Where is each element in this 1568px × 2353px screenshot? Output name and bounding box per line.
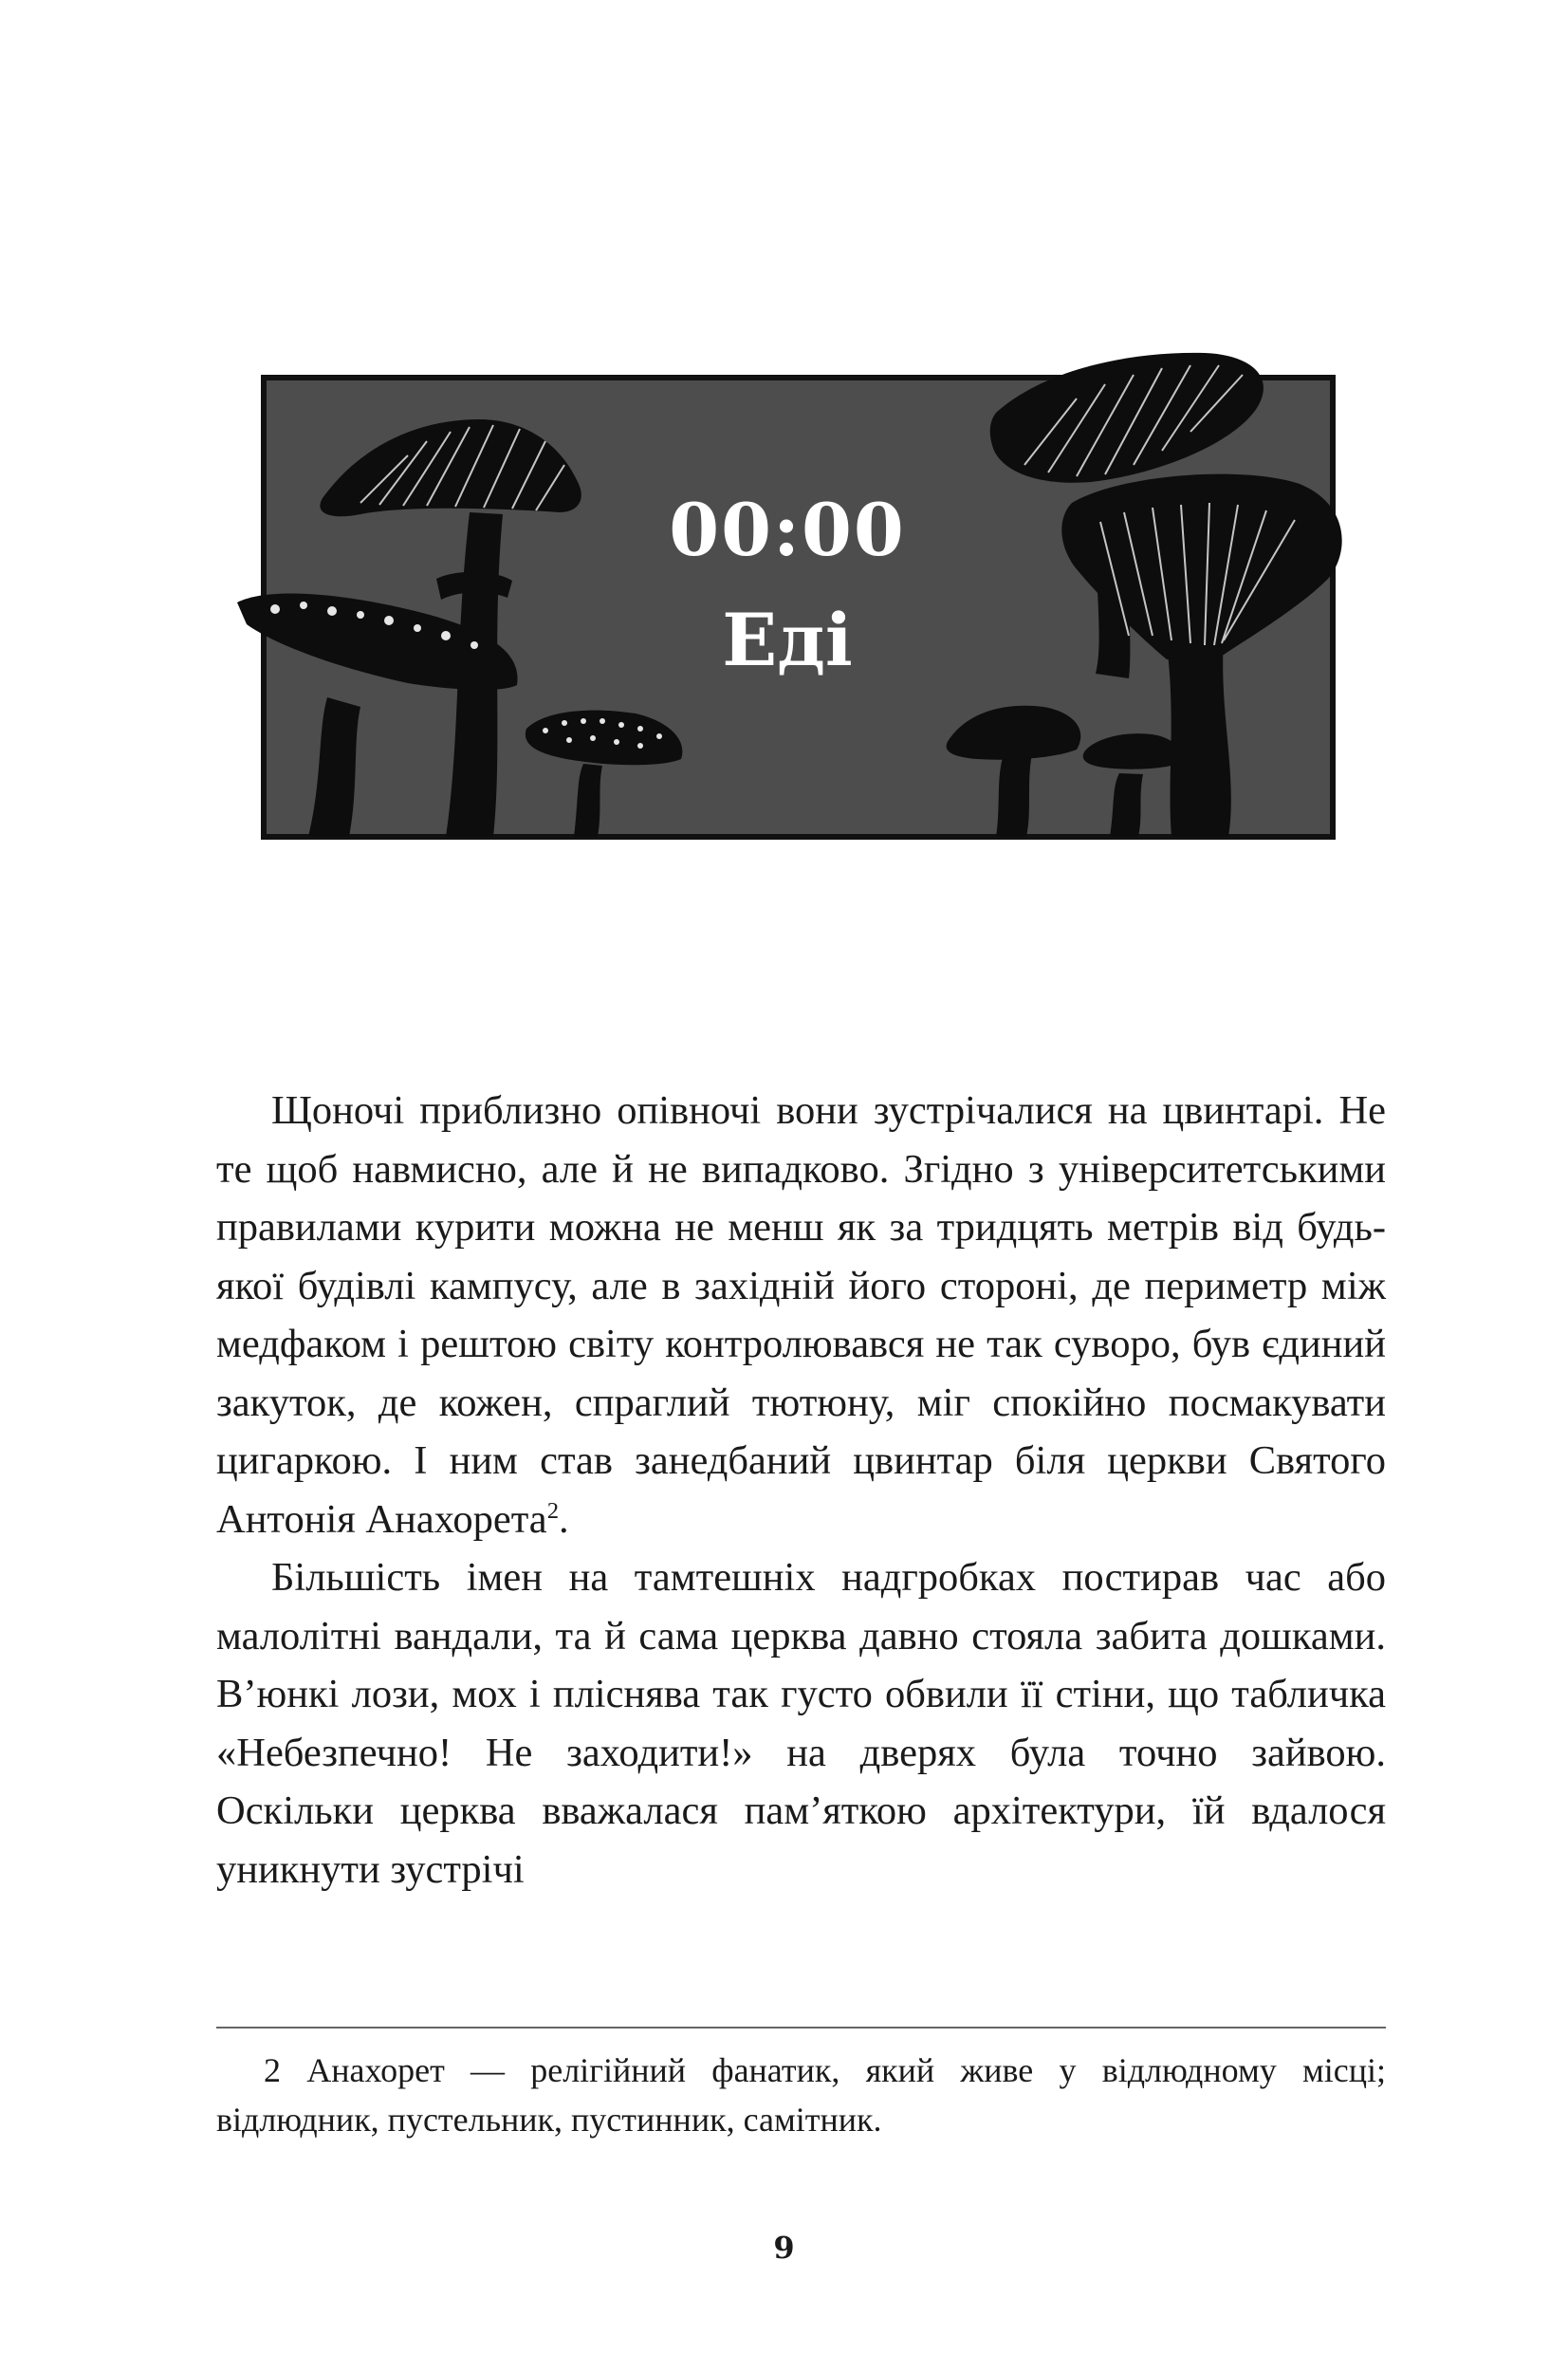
paragraph-1-end: .: [559, 1496, 569, 1542]
chapter-title: Еді: [722, 598, 853, 682]
paragraph-2: Більшість імен на тамтешніх надгробках постирав час або малолітні вандали, та й сама церква давно стояла забита дошками. В’юнкі лози, мох і пліснява так густо обвили її стіни, що табличка «Небезпечно! Не заходити!» на дверях була точно зайвою. Оскільки церква вважалася пам’яткою архітектури, їй вдалося уникнути зустрічі: [216, 1555, 1386, 1892]
footnote-text: Анахорет — релігійний фанатик, який живе у відлюдному місці; відлюдник, пустельник, пустинник, самітник.: [216, 2051, 1386, 2139]
chapter-header: [218, 332, 1356, 863]
paragraph-1-text: Щоночі приблизно опівночі вони зустрічалися на цвинтарі. Не те щоб навмисно, але й не випадково. Згідно з університетськими правилами курити можна не менш як за тридцять метрів від будь-якої будівлі кампусу, але в західній його стороні, де периметр між медфаком і рештою світу контролювався не так суворо, був єдиний закуток, де кожен, спраглий тютюну, міг спокійно посмакувати цигаркою. І ним став занедбаний цвинтар біля церкви Святого Антонія Анахорета: [216, 1088, 1386, 1542]
footnote-reference: 2: [546, 1497, 560, 1524]
paragraph-1: [216, 1082, 1386, 1548]
footnote: [216, 2046, 1386, 2144]
page-number: 9: [773, 2230, 795, 2266]
footnote-divider: [216, 2027, 1386, 2029]
body-text: [216, 1082, 1386, 1899]
footnote-marker: 2: [264, 2051, 281, 2089]
chapter-time: 00:00: [669, 488, 906, 572]
